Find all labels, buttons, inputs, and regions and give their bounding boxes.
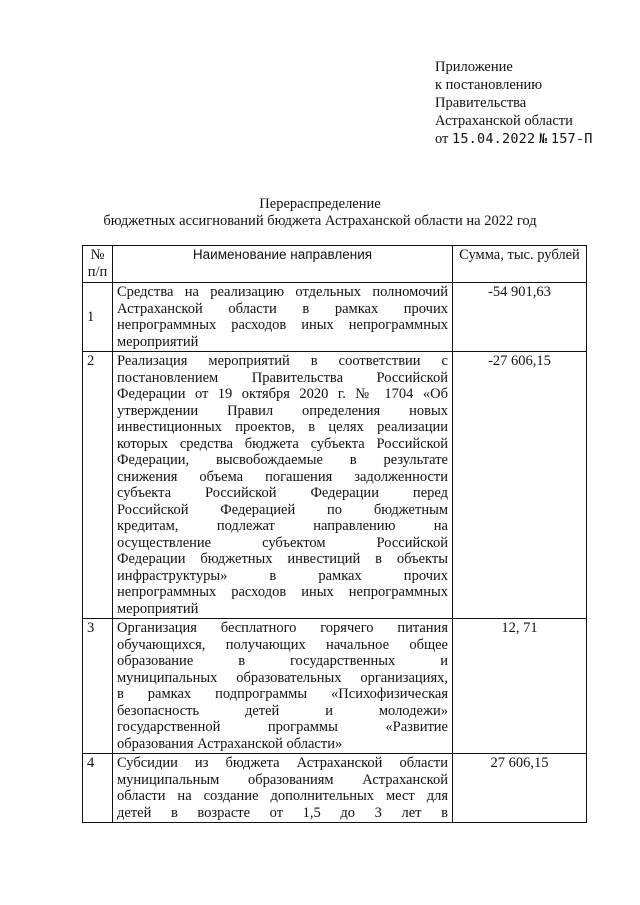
row-description — [113, 754, 453, 823]
description-line: Астраханской области в рамках прочих — [117, 300, 448, 317]
appendix-line: Астраханской области — [435, 113, 573, 129]
description-line: Российской Федерацией по бюджетным — [117, 501, 448, 518]
date-prefix: от — [435, 131, 449, 147]
row-number: 2 — [83, 352, 113, 619]
appendix-line: к постановлению — [435, 77, 543, 93]
description-line: образования Астраханской области» — [117, 735, 343, 752]
description-line: Федерации бюджетных инвестиций в объекты — [117, 551, 448, 567]
description-line: Средства на реализацию отдельных полномочий — [117, 284, 448, 300]
description-line: Организация бесплатного горячего питания — [117, 620, 448, 636]
description-line: инфраструктуры» в рамках прочих — [117, 567, 448, 584]
description-line: мероприятий — [117, 333, 199, 350]
description-line: Федерации, высвобождаемые в результате — [117, 452, 448, 468]
description-line: области на создание дополнительных мест для — [117, 788, 448, 804]
description-line: утверждении Правил определения новых — [117, 402, 448, 419]
description-line: субъекта Российской Федерации перед — [117, 485, 448, 501]
description-line: которых средства бюджета субъекта Российской — [117, 435, 448, 452]
row-number: 3 — [83, 619, 113, 754]
row-amount: 27 606,15 — [453, 754, 587, 823]
title-line-1: Перераспределение — [259, 196, 381, 212]
decree-date: 15.04.2022 — [452, 131, 536, 147]
description-line: Реализация мероприятий в соответствии с — [117, 353, 448, 369]
description-line: кредитам, подлежат направлению на — [117, 518, 448, 534]
description-line: в рамках подпрограммы «Психофизическая — [117, 686, 448, 702]
description-line: муниципальных образовательных организациях, — [117, 669, 448, 686]
appendix-date-line — [435, 130, 635, 148]
description-line: Субсидии из бюджета Астраханской области — [117, 755, 448, 771]
row-description — [113, 352, 453, 619]
description-line: снижения объема погашения задолженности — [117, 468, 448, 485]
table-row — [83, 619, 587, 754]
row-amount: -54 901,63 — [453, 283, 587, 352]
table-header-row — [83, 246, 587, 283]
description-line: инвестиционных проектов, в целях реализации — [117, 419, 448, 435]
description-line: Федерации от 19 октября 2020 г. № 1704 «Об — [117, 386, 448, 402]
description-line: образование в государственных и — [117, 653, 448, 669]
row-number: 1 — [83, 283, 113, 352]
budget-table — [82, 245, 587, 823]
description-line: детей в возрасте от 1,5 до 3 лет в — [117, 804, 448, 821]
table-row — [83, 352, 587, 619]
appendix-block — [435, 58, 635, 148]
header-sum: Сумма, тыс. рублей — [453, 246, 587, 283]
number-sign: № — [538, 131, 548, 147]
description-line: непрограммных расходов иных непрограммных — [117, 584, 448, 600]
title-line-2: бюджетных ассигнований бюджета Астраханской области на 2022 год — [103, 213, 537, 229]
appendix-line: Приложение — [435, 59, 513, 75]
header-name: Наименование направления — [113, 246, 453, 283]
description-line: муниципальным образованиям Астраханской — [117, 771, 448, 788]
table-row — [83, 283, 587, 352]
row-number: 4 — [83, 754, 113, 823]
description-line: непрограммных расходов иных непрограммных — [117, 317, 448, 333]
row-amount: -27 606,15 — [453, 352, 587, 619]
document-title — [0, 196, 640, 230]
row-description — [113, 619, 453, 754]
row-description — [113, 283, 453, 352]
appendix-line: Правительства — [435, 95, 527, 111]
description-line: обучающихся, получающих начальное общее — [117, 636, 448, 653]
description-line: осуществление субъектом Российской — [117, 534, 448, 551]
description-line: постановлением Правительства Российской — [117, 369, 448, 386]
row-amount: 12, 71 — [453, 619, 587, 754]
decree-number: 157-П — [550, 131, 593, 147]
description-line: государственной программы «Развитие — [117, 719, 448, 735]
description-line: мероприятий — [117, 600, 199, 617]
table-row — [83, 754, 587, 823]
description-line: безопасность детей и молодежи» — [117, 702, 448, 719]
header-num: № п/п — [83, 246, 113, 283]
